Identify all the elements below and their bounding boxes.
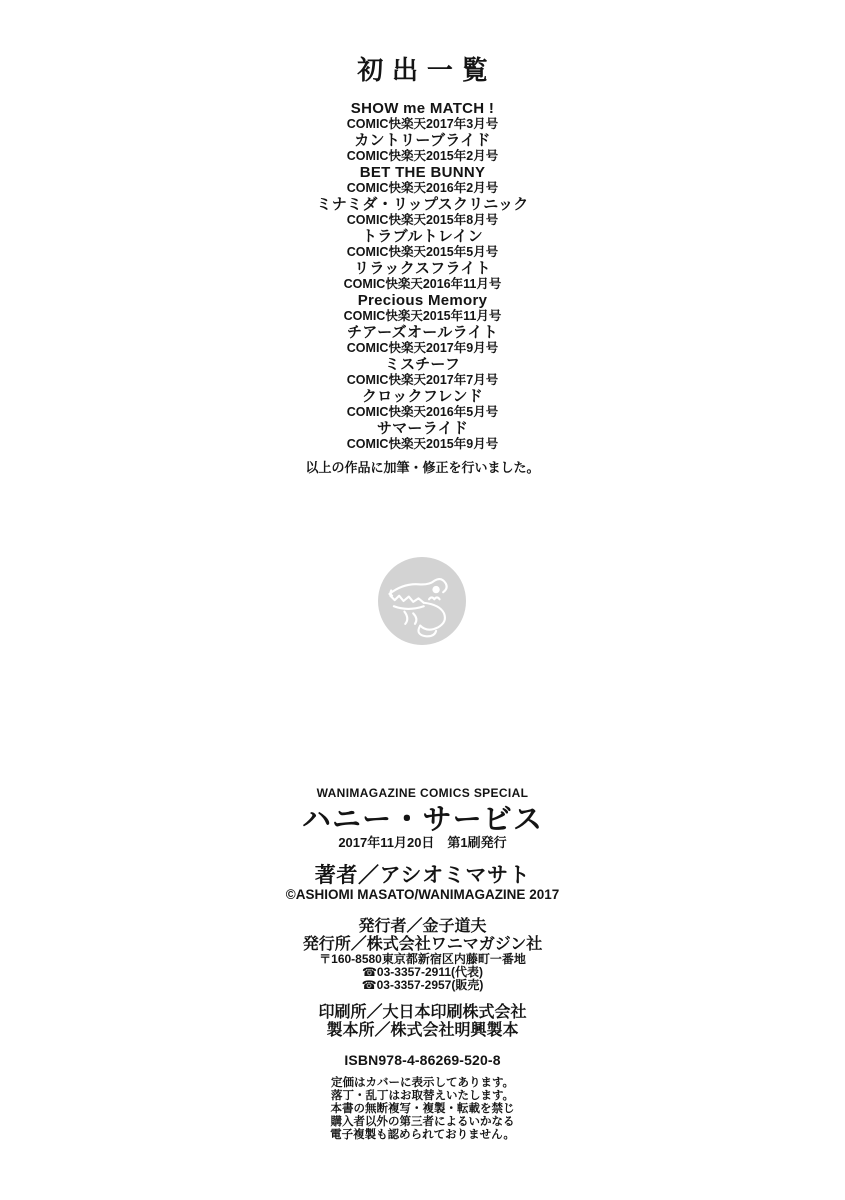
print-date-edition: 2017年11月20日 第1刷発行: [338, 835, 507, 850]
list-item: [0, 420, 845, 452]
work-title: ミナミダ・リップスクリニック: [316, 196, 529, 213]
wanimagazine-crocodile-logo-icon: [378, 557, 466, 645]
printer-line: 印刷所／大日本印刷株式会社: [318, 1004, 527, 1021]
legal-note-line: 本書の無断複写・複製・転載を禁じ: [330, 1103, 515, 1115]
publisher-company: 発行所／株式会社ワニマガジン社: [302, 936, 543, 953]
work-source-magazine: COMIC快楽天2015年5月号: [346, 245, 499, 259]
legal-note-line: 定価はカバーに表示してあります。: [330, 1077, 515, 1089]
work-source-magazine: COMIC快楽天2015年11月号: [343, 309, 502, 323]
author-line: 著者／アシオミマサト: [314, 864, 531, 887]
list-item: [0, 260, 845, 292]
imprint-label: WANIMAGAZINE COMICS SPECIAL: [316, 786, 529, 800]
work-source-magazine: COMIC快楽天2016年11月号: [343, 277, 502, 291]
publisher-phone-main: ☎03-3357-2911(代表): [361, 965, 483, 979]
work-source-magazine: COMIC快楽天2016年2月号: [346, 181, 499, 195]
work-title: トラブルトレイン: [361, 228, 484, 245]
publisher-person: 発行者／金子道夫: [358, 918, 487, 935]
work-title: クロックフレンド: [361, 388, 484, 405]
works-list: [0, 100, 845, 452]
list-item: [0, 228, 845, 260]
colophon-section: [0, 786, 845, 1142]
page-title: 初出一覧: [357, 55, 497, 85]
publisher-address: 〒160-8580東京都新宿区内藤町一番地: [319, 952, 526, 966]
work-source-magazine: COMIC快楽天2015年2月号: [346, 149, 499, 163]
work-title: カントリーブライド: [354, 132, 491, 149]
work-title: BET THE BUNNY: [359, 164, 486, 181]
legal-notes: [0, 1077, 845, 1142]
legal-note-line: 電子複製も認められておりません。: [330, 1129, 515, 1141]
list-item: [0, 196, 845, 228]
list-item: [0, 100, 845, 132]
book-title: ハニー・サービス: [301, 804, 544, 836]
list-item: [0, 356, 845, 388]
work-source-magazine: COMIC快楽天2017年3月号: [346, 117, 499, 131]
work-source-magazine: COMIC快楽天2016年5月号: [346, 405, 499, 419]
list-item: [0, 132, 845, 164]
list-item: [0, 164, 845, 196]
isbn: ISBN978-4-86269-520-8: [344, 1052, 501, 1068]
work-source-magazine: COMIC快楽天2017年9月号: [346, 341, 499, 355]
work-title: SHOW me MATCH !: [350, 100, 495, 117]
work-title: Precious Memory: [357, 292, 488, 309]
legal-note-line: 落丁・乱丁はお取替えいたします。: [330, 1090, 515, 1102]
works-revision-note: 以上の作品に加筆・修正を行いました。: [305, 460, 540, 475]
list-item: [0, 292, 845, 324]
work-source-magazine: COMIC快楽天2015年9月号: [346, 437, 499, 451]
publisher-block: [0, 919, 845, 992]
work-title: サマーライド: [376, 420, 469, 437]
work-title: チアーズオールライト: [346, 324, 499, 341]
publisher-phone-sales: ☎03-3357-2957(販売): [361, 978, 484, 992]
work-title: リラックスフライト: [354, 260, 491, 277]
work-source-magazine: COMIC快楽天2017年7月号: [346, 373, 499, 387]
legal-note-line: 購入者以外の第三者によるいかなる: [330, 1116, 515, 1128]
copyright-line: ©ASHIOMI MASATO/WANIMAGAZINE 2017: [285, 887, 560, 902]
work-source-magazine: COMIC快楽天2015年8月号: [346, 213, 499, 227]
binder-line: 製本所／株式会社明興製本: [326, 1022, 519, 1039]
list-item: [0, 324, 845, 356]
printing-block: [0, 1005, 845, 1039]
first-publication-section: [0, 57, 845, 475]
work-title: ミスチーフ: [384, 356, 461, 373]
list-item: [0, 388, 845, 420]
